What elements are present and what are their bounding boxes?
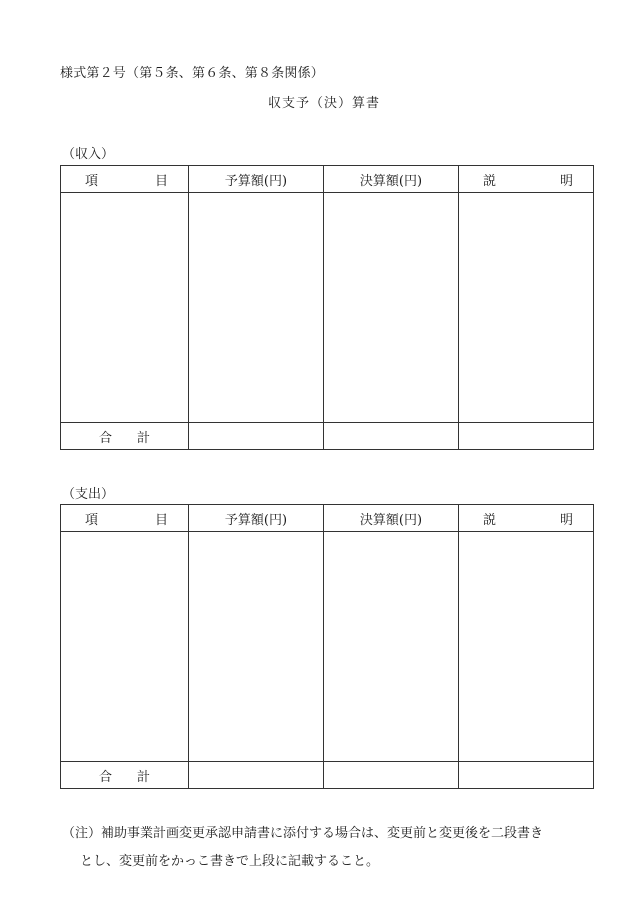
expense-header-row — [61, 505, 594, 532]
expense-table — [60, 504, 594, 789]
header-item-char2: 目 — [154, 173, 168, 189]
expense-total-label — [61, 762, 189, 789]
expense-item-cell[interactable] — [61, 532, 189, 762]
footnote — [62, 820, 602, 876]
total-char1: 合 — [99, 430, 113, 446]
expense-section-label: （支出） — [62, 487, 115, 502]
document-title: 収支予（決）算書 — [268, 96, 381, 111]
income-header-description — [459, 166, 594, 193]
income-header-settlement: 決算額(円) — [324, 166, 459, 193]
income-total-settlement[interactable] — [324, 423, 459, 450]
expense-header-settlement: 決算額(円) — [324, 505, 459, 532]
income-header-row — [61, 166, 594, 193]
income-total-label — [61, 423, 189, 450]
header-desc-char1: 説 — [483, 512, 497, 528]
expense-header-budget: 予算額(円) — [189, 505, 324, 532]
header-desc-char1: 説 — [483, 173, 497, 189]
footnote-line-1: （注）補助事業計画変更承認申請書に添付する場合は、変更前と変更後を二段書き — [62, 826, 544, 841]
expense-total-budget[interactable] — [189, 762, 324, 789]
expense-total-row — [61, 762, 594, 789]
expense-description-cell[interactable] — [459, 532, 594, 762]
income-total-row — [61, 423, 594, 450]
header-desc-char2: 明 — [559, 173, 573, 189]
expense-total-description[interactable] — [459, 762, 594, 789]
income-section-label: （収入） — [62, 147, 115, 162]
income-settlement-cell[interactable] — [324, 193, 459, 423]
income-description-cell[interactable] — [459, 193, 594, 423]
income-header-item — [61, 166, 189, 193]
income-item-cell[interactable] — [61, 193, 189, 423]
header-item-char1: 項 — [85, 512, 99, 528]
expense-total-settlement[interactable] — [324, 762, 459, 789]
income-budget-cell[interactable] — [189, 193, 324, 423]
header-item-char1: 項 — [85, 173, 99, 189]
expense-header-description — [459, 505, 594, 532]
income-header-budget: 予算額(円) — [189, 166, 324, 193]
form-number: 様式第２号（第５条、第６条、第８条関係） — [60, 66, 325, 81]
income-entry-row — [61, 193, 594, 423]
header-item-char2: 目 — [154, 512, 168, 528]
total-char1: 合 — [99, 769, 113, 785]
expense-header-item — [61, 505, 189, 532]
expense-budget-cell[interactable] — [189, 532, 324, 762]
income-total-description[interactable] — [459, 423, 594, 450]
income-total-budget[interactable] — [189, 423, 324, 450]
income-table — [60, 165, 594, 450]
footnote-line-2: とし、変更前をかっこ書きで上段に記載すること。 — [80, 854, 380, 869]
total-char2: 計 — [136, 430, 150, 446]
total-char2: 計 — [136, 769, 150, 785]
expense-entry-row — [61, 532, 594, 762]
header-desc-char2: 明 — [559, 512, 573, 528]
expense-settlement-cell[interactable] — [324, 532, 459, 762]
